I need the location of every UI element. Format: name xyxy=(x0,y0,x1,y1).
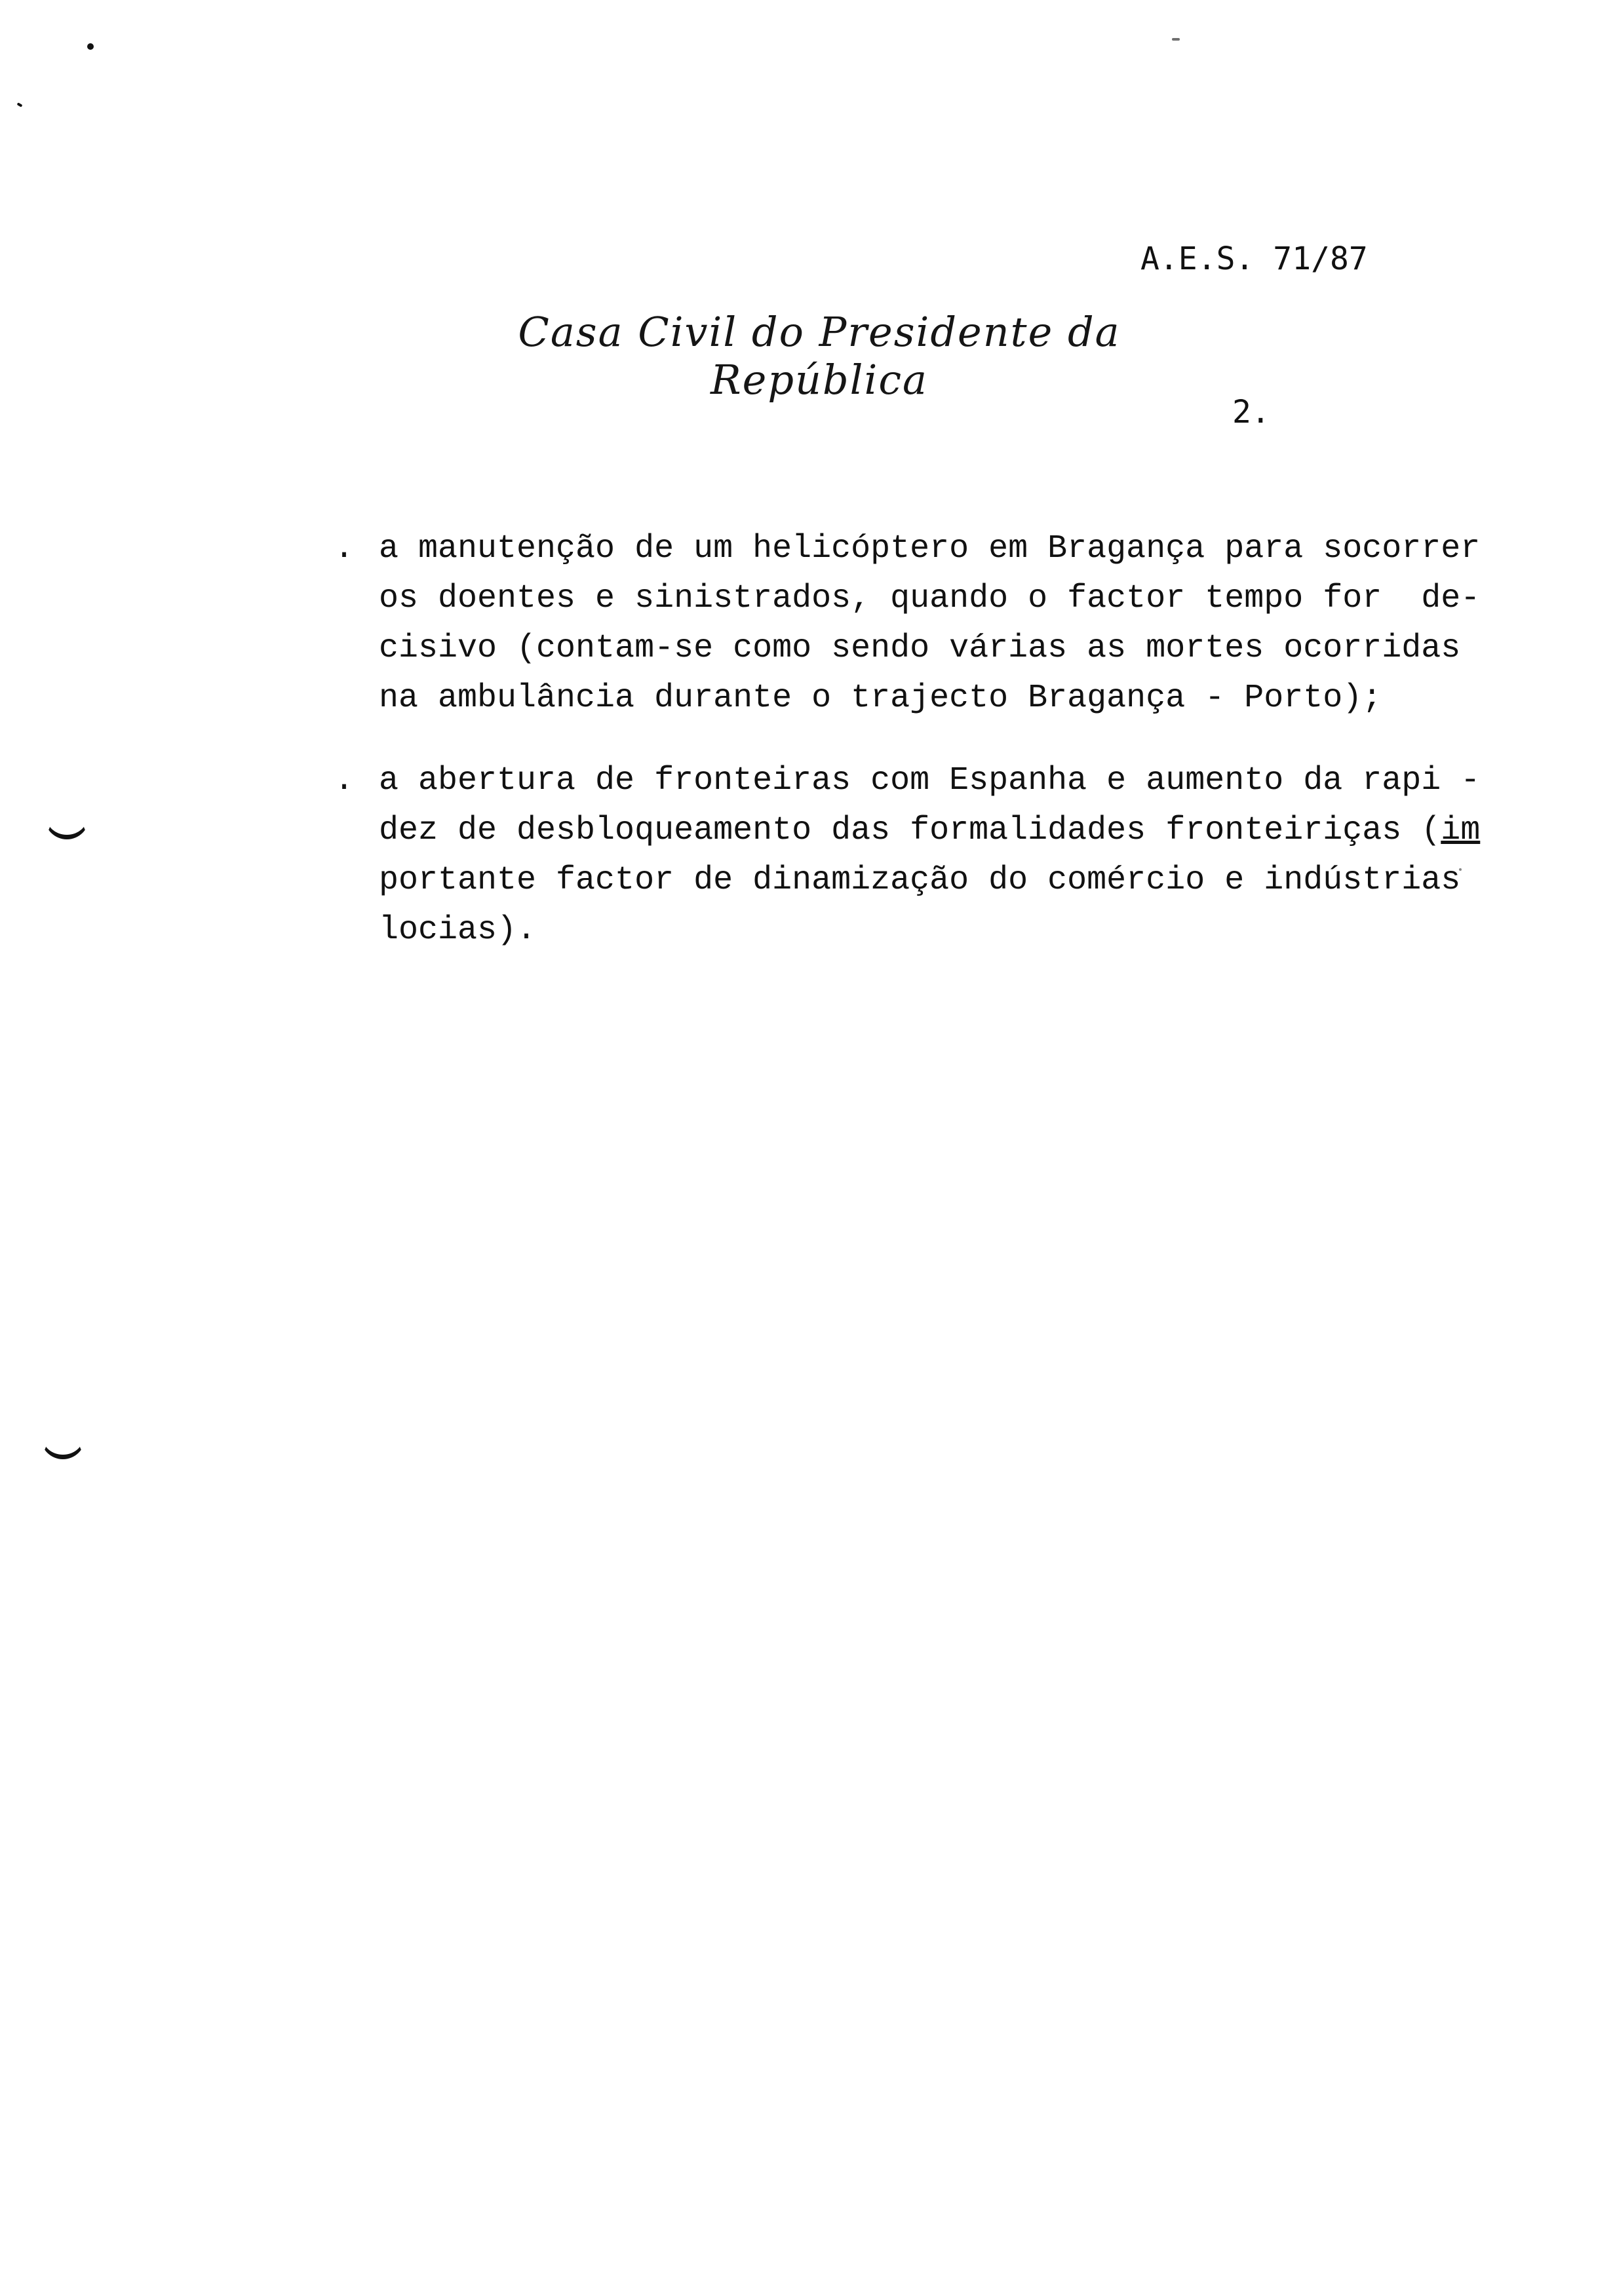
text-line: na ambulância durante o trajecto Bragança - Porto); xyxy=(379,679,1382,717)
bullet: . xyxy=(334,530,355,567)
binder-mark xyxy=(45,813,89,839)
text-line: locias). xyxy=(379,911,537,949)
binder-mark xyxy=(41,1432,85,1459)
text-line: cisivo (contam-se como sendo várias as mortes ocorridas xyxy=(379,630,1461,667)
ink-speck xyxy=(17,102,23,107)
list-item xyxy=(334,756,1514,955)
reference-block xyxy=(1140,131,1416,540)
text-line: a abertura de fronteiras com Espanha e aumento da rapi - xyxy=(379,762,1481,799)
bullet: . xyxy=(334,762,355,799)
ink-speck xyxy=(87,43,94,50)
text-line xyxy=(379,806,1514,856)
text-fragment: dez de desbloqueamento das formalidades fronteiriças ( xyxy=(379,812,1441,849)
reference-code: A.E.S. 71/87 xyxy=(1140,240,1368,277)
text-line: a manutenção de um helicóptero em Bragança para socorrer xyxy=(379,530,1481,567)
underlined-fragment: im xyxy=(1441,812,1481,849)
text-line: os doentes e sinistrados, quando o factor tempo for de- xyxy=(379,580,1481,617)
body-text xyxy=(334,524,1514,988)
page-number: 2. xyxy=(1232,394,1270,430)
letterhead: Casa Civil do Presidente da República xyxy=(518,308,1121,404)
list-item xyxy=(334,524,1514,723)
ink-speck xyxy=(1172,38,1180,41)
text-line: portante factor de dinamização do comércio e indústrias xyxy=(379,862,1461,899)
